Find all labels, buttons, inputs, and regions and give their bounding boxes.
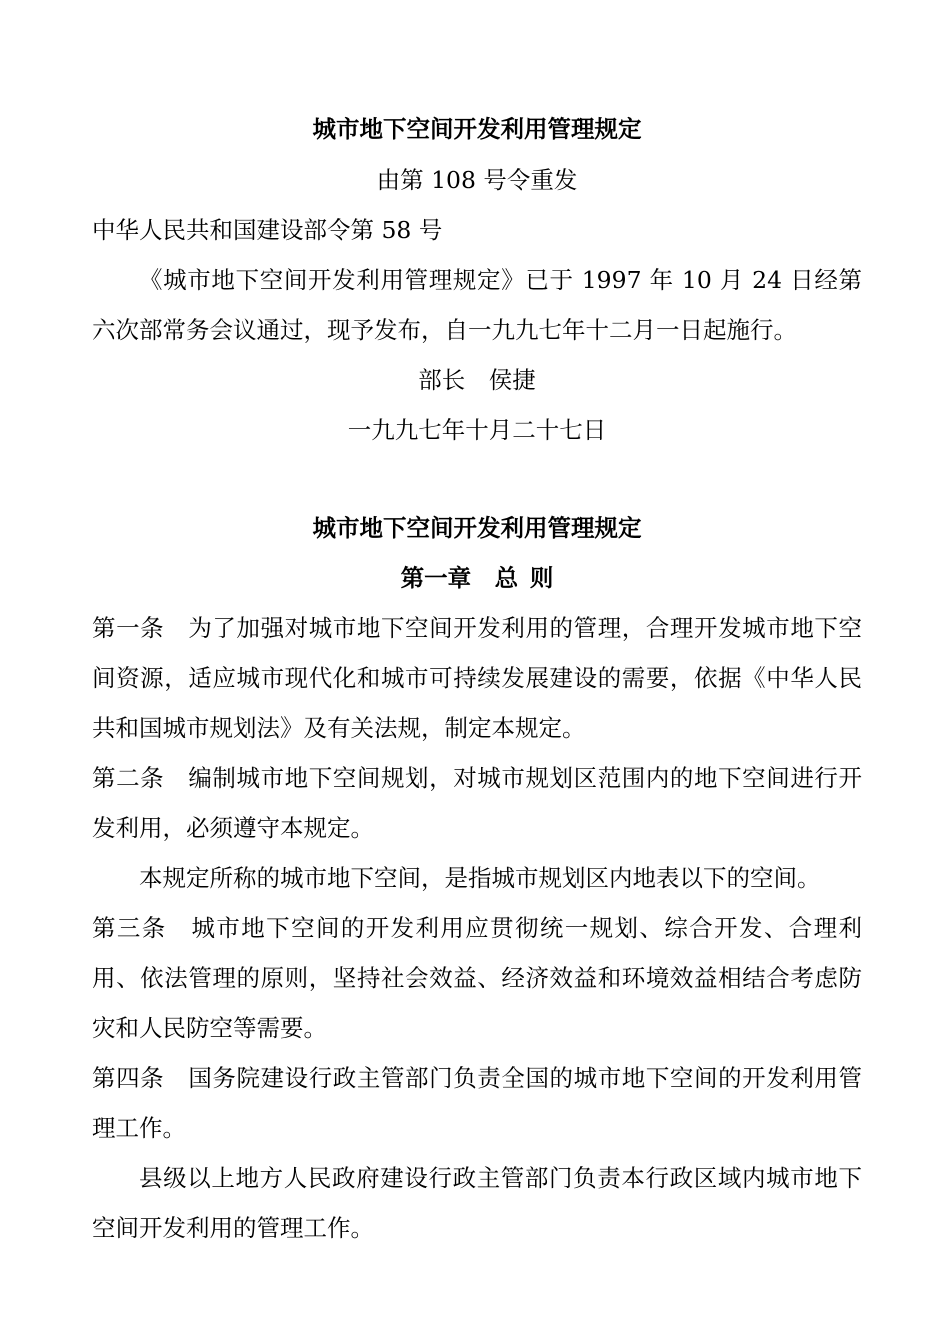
reissue-note: 由第 108 号令重发 <box>376 166 578 194</box>
decree-number: 中华人民共和国建设部令第 58 号 <box>92 216 443 244</box>
article-3: 第三条 城市地下空间的开发利用应贯彻统一规划、综合开发、合理利用、依法管理的原则，坚持社会效益、经济效益和环境效益相结合考虑防灾和人民防空等需要。 <box>92 914 862 1042</box>
article-2: 第二条 编制城市地下空间规划，对城市规划区范围内的地下空间进行开发利用，必须遵守本规定。 <box>92 764 862 842</box>
decree-date: 一九九七年十月二十七日 <box>347 416 607 444</box>
article-4-paragraph: 县级以上地方人民政府建设行政主管部门负责本行政区域内城市地下空间开发利用的管理工作。 <box>92 1164 862 1242</box>
articles-section <box>92 603 862 1253</box>
article-4: 第四条 国务院建设行政主管部门负责全国的城市地下空间的开发利用管理工作。 <box>92 1064 862 1142</box>
chapter-heading: 第一章 总 则 <box>400 564 554 592</box>
minister-signature: 部长 侯捷 <box>418 366 536 394</box>
decree-body <box>92 255 862 355</box>
regulation-title: 城市地下空间开发利用管理规定 <box>312 514 642 542</box>
article-2-paragraph: 本规定所称的城市地下空间，是指城市规划区内地表以下的空间。 <box>139 864 821 892</box>
decree-paragraph: 《城市地下空间开发利用管理规定》已于 1997 年 10 月 24 日经第六次部常务会议通过，现予发布，自一九九七年十二月一日起施行。 <box>92 266 862 344</box>
article-1: 第一条 为了加强对城市地下空间开发利用的管理，合理开发城市地下空间资源，适应城市现代化和城市可持续发展建设的需要，依据《中华人民共和国城市规划法》及有关法规，制定本规定。 <box>92 614 862 742</box>
document-title: 城市地下空间开发利用管理规定 <box>312 115 642 143</box>
